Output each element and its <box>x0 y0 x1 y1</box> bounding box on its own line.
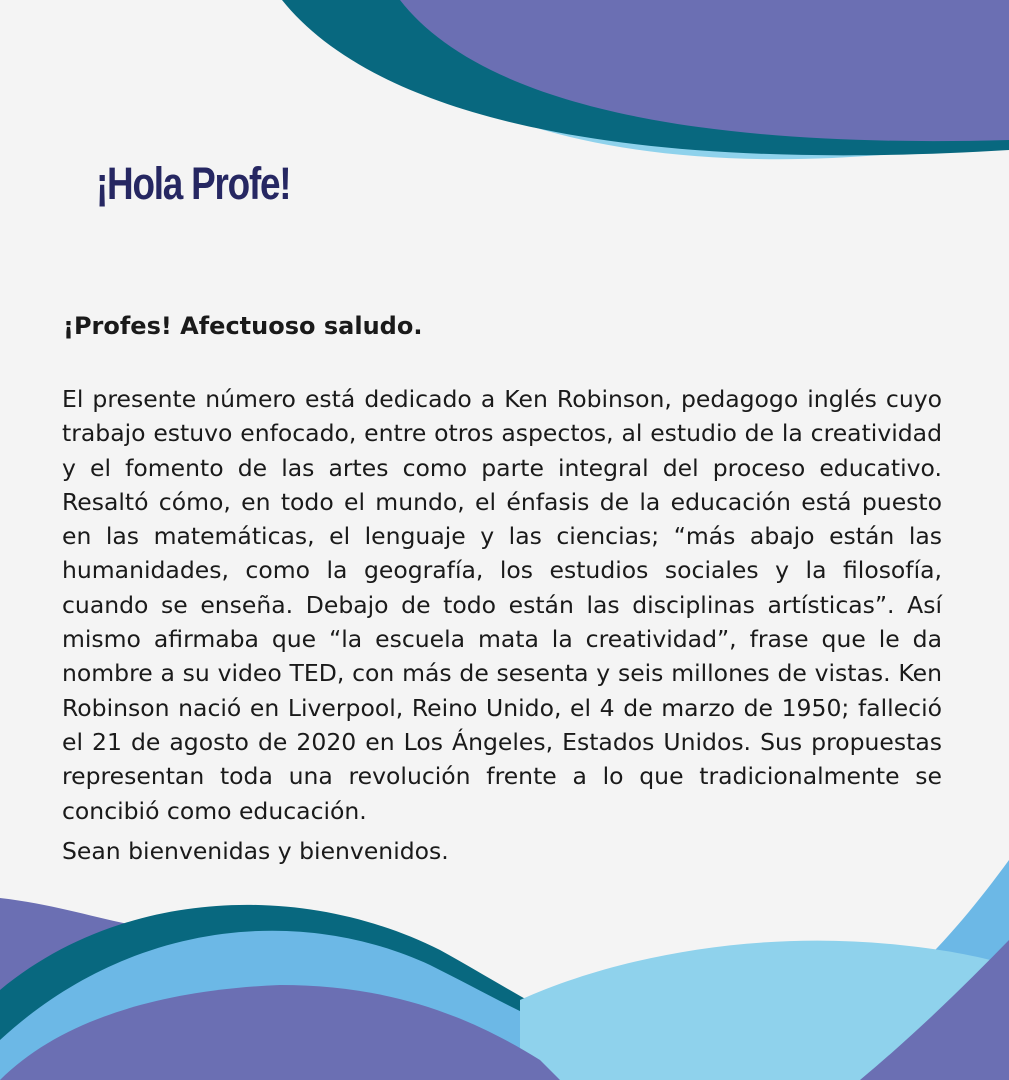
page-title: ¡Hola Profe! <box>96 158 291 209</box>
body-paragraph: El presente número está dedicado a Ken Robinson, pedagogo inglés cuyo trabajo estuvo enfocado, entre otros aspectos, al estudio de la creatividad y el fomento de las artes como parte integral del proceso educativo. Resaltó cómo, en todo el mundo, el énfasis de la educación está puesto en las matemáticas, el lenguaje y las ciencias; “más abajo están las humanidades, como la geografía, los estudios sociales y la filosofía, cuando se enseña. Debajo de todo están las disciplinas artísticas”. Así mismo afirmaba que “la escuela mata la creatividad”, frase que le da nombre a su video TED, con más de sesenta y seis millones de vistas. Ken Robinson nació en Liverpool, Reino Unido, el 4 de marzo de 1950; falleció el 21 de agosto de 2020 en Los Ángeles, Estados Unidos. Sus propuestas representan toda una revolución frente a lo que tradicionalmente se concibió como educación. <box>62 385 942 825</box>
greeting-heading: ¡Profes! Afectuoso saludo. <box>63 312 423 340</box>
closing-line: Sean bienvenidas y bienvenidos. <box>62 837 449 865</box>
